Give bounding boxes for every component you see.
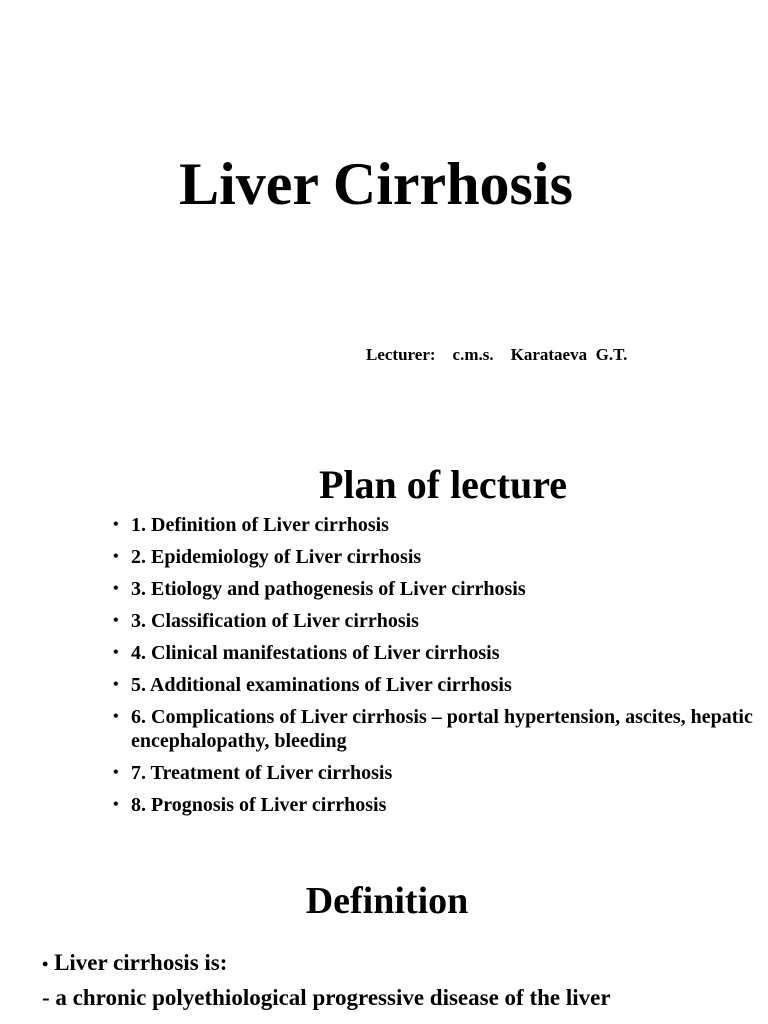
plan-item-text: 2. Epidemiology of Liver cirrhosis xyxy=(131,546,422,568)
plan-item-text: 1. Definition of Liver cirrhosis xyxy=(131,514,389,536)
bullet-icon: • xyxy=(113,708,119,725)
definition-intro-text: Liver cirrhosis is: xyxy=(54,950,228,975)
lecturer-degree: c.m.s. xyxy=(452,345,494,364)
plan-item-text: 4. Clinical manifestations of Liver cirrhosis xyxy=(131,642,500,664)
plan-item-text: 7. Treatment of Liver cirrhosis xyxy=(131,762,393,784)
bullet-icon: • xyxy=(113,548,119,565)
bullet-icon: • xyxy=(113,516,119,533)
plan-item xyxy=(113,705,753,753)
plan-item xyxy=(113,793,753,817)
bullet-icon: • xyxy=(113,580,119,597)
bullet-icon: • xyxy=(113,612,119,629)
plan-item-text: 5. Additional examinations of Liver cirrhosis xyxy=(131,674,512,696)
definition-body xyxy=(42,946,762,1015)
plan-item xyxy=(113,577,753,601)
plan-list xyxy=(113,513,753,825)
plan-item-text: 8. Prognosis of Liver cirrhosis xyxy=(131,794,387,816)
definition-line: - a chronic polyethiological progressive disease of the liver xyxy=(42,985,611,1010)
lecturer-label: Lecturer: xyxy=(366,345,436,364)
plan-heading: Plan of lecture xyxy=(318,462,568,507)
plan-item xyxy=(113,513,753,537)
lecture-title: Liver Cirrhosis xyxy=(179,151,573,217)
plan-item xyxy=(113,545,753,569)
lecturer-line xyxy=(366,345,627,365)
bullet-icon: • xyxy=(42,954,49,974)
bullet-icon: • xyxy=(113,764,119,781)
plan-item xyxy=(113,641,753,665)
bullet-icon: • xyxy=(113,796,119,813)
bullet-icon: • xyxy=(113,644,119,661)
definition-heading: Definition xyxy=(305,880,469,922)
plan-item-text: 3. Etiology and pathogenesis of Liver cirrhosis xyxy=(131,578,526,600)
plan-item-text: 6. Complications of Liver cirrhosis – portal hypertension, ascites, hepatic encephalopathy, bleeding xyxy=(131,706,753,752)
plan-item xyxy=(113,673,753,697)
bullet-icon: • xyxy=(113,676,119,693)
plan-item xyxy=(113,761,753,785)
definition-intro xyxy=(42,946,762,981)
plan-item-text: 3. Classification of Liver cirrhosis xyxy=(131,610,419,632)
plan-item xyxy=(113,609,753,633)
lecturer-name: Karataeva G.T. xyxy=(510,345,628,364)
